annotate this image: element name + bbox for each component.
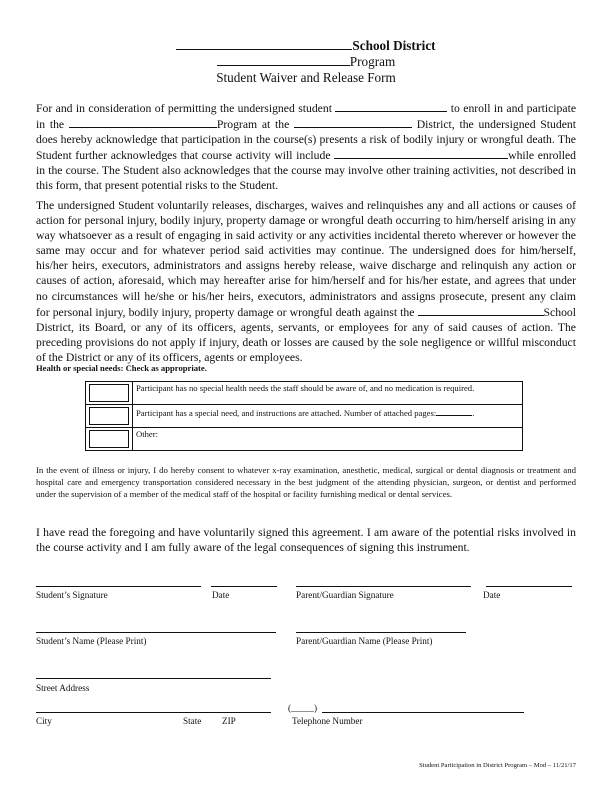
health-option-row <box>86 405 523 428</box>
pages-suffix: . <box>472 408 475 418</box>
city-state-zip-line[interactable] <box>36 712 271 713</box>
student-name-blank[interactable] <box>335 100 447 112</box>
release-paragraph <box>36 198 576 365</box>
telephone-label: Telephone Number <box>292 716 363 726</box>
program-title: Program <box>349 54 396 69</box>
state-label: State <box>183 716 202 726</box>
release-district-blank[interactable] <box>418 304 544 316</box>
participation-paragraph <box>36 100 576 194</box>
student-signature-label: Student’s Signature <box>36 590 108 600</box>
date-line-2[interactable] <box>486 586 572 587</box>
date-line-1[interactable] <box>211 586 277 587</box>
parent-name-line[interactable] <box>296 632 466 633</box>
student-signature-line[interactable] <box>36 586 201 587</box>
para1-part2: to enroll in and participate in the <box>36 102 577 132</box>
health-heading: Health or special needs: Check as appropriate. <box>36 363 207 373</box>
zip-label: ZIP <box>222 716 236 726</box>
parent-signature-label: Parent/Guardian Signature <box>296 590 394 600</box>
telephone-line[interactable] <box>322 712 524 713</box>
health-option-label: Other: <box>133 428 523 451</box>
district-name-blank[interactable] <box>176 38 352 50</box>
course-activity-blank[interactable] <box>334 147 508 159</box>
program-blank[interactable] <box>69 116 217 128</box>
para1-part3: Program at the <box>216 118 290 132</box>
para2-part2: School District, its Board, or any of its officers, agents, servants, or employees for any of said causes of action. The preceding provisions do not apply if injury, death or losses are caused by the sole negligence or willful misconduct of the District or any of its officers, agents or employees. <box>36 305 576 364</box>
health-option-row <box>86 428 523 451</box>
date-label-1: Date <box>212 590 230 600</box>
para1-part5: while enrolled in the course. The Student also acknowledges that the course may involve other training activities, not described in this form, that present potential risks to the Student. <box>36 149 576 193</box>
street-address-line[interactable] <box>36 678 271 679</box>
area-code-blank[interactable]: (_____) <box>288 703 318 713</box>
form-title: Student Waiver and Release Form <box>216 70 396 85</box>
district-title-line <box>0 38 612 54</box>
medical-consent-paragraph: In the event of illness or injury, I do hereby consent to whatever x-ray examination, anesthetic, medical, surgical or dental diagnosis or treatment and hospital care and emergency transportation considered necessary in the best judgment of the attending physician, surgeon, or dentist and performed under the supervision of a member of the medical staff of the hospital or facility furnishing medical or dental services. <box>36 465 576 499</box>
pages-count-blank[interactable] <box>436 406 475 418</box>
student-name-label: Student’s Name (Please Print) <box>36 636 147 646</box>
student-name-line[interactable] <box>36 632 276 633</box>
form-footer: Student Participation in District Program – Mod – 11/21/17 <box>419 762 576 769</box>
other-checkbox[interactable] <box>89 430 129 448</box>
para2-part1: The undersigned Student voluntarily releases, discharges, waives and relinquishes any and all actions or causes of action for personal injury, bodily injury, property damage or wrongful death occurring to him/herself arising in any way whatsoever as a result of engaging in said activity or any activities incidental thereto wherever or however the same may occur and for whatever period said activities may continue. The undersigned does for him/herself, his/her heirs, executors, administrators and assigns hereby release, waive discharge and relinquish any action or causes of action, aforesaid, which may hereafter arise for him/herself and for his/her estate, and agrees that under no circumstances will he/she or his/her heirs, executors, administrators and assigns prosecute, present any claim for personal injury, bodily injury, property damage or wrongful death against the <box>36 199 576 319</box>
city-label: City <box>36 716 52 726</box>
district-title: School District <box>352 38 436 53</box>
health-option-label: Participant has no special health needs the staff should be aware of, and no medication is required. <box>133 382 523 405</box>
parent-name-label: Parent/Guardian Name (Please Print) <box>296 636 433 646</box>
para1-part4: District, the undersigned Student does hereby acknowledge that participation in the course(s) presents a risk of bodily injury or wrongful death. The Student further acknowledges that course activity will include <box>36 118 577 163</box>
no-needs-checkbox[interactable] <box>89 384 129 402</box>
health-option-label: Participant has a special need, and instructions are attached. Number of attached pages: <box>136 408 437 418</box>
para1-part1: For and in consideration of permitting the undersigned student <box>36 102 332 115</box>
street-address-label: Street Address <box>36 683 90 693</box>
date-label-2: Date <box>483 590 501 600</box>
health-option-row <box>86 382 523 405</box>
program-title-line <box>0 54 612 70</box>
health-options-table <box>85 381 523 451</box>
acknowledgement-paragraph: I have read the foregoing and have voluntarily signed this agreement. I am aware of the potential risks involved in the course activity and I am fully aware of the legal consequences of signing this instrument. <box>36 526 576 555</box>
parent-signature-line[interactable] <box>296 586 471 587</box>
district-blank[interactable] <box>294 116 412 128</box>
program-name-blank[interactable] <box>217 54 350 66</box>
special-need-checkbox[interactable] <box>89 407 129 425</box>
